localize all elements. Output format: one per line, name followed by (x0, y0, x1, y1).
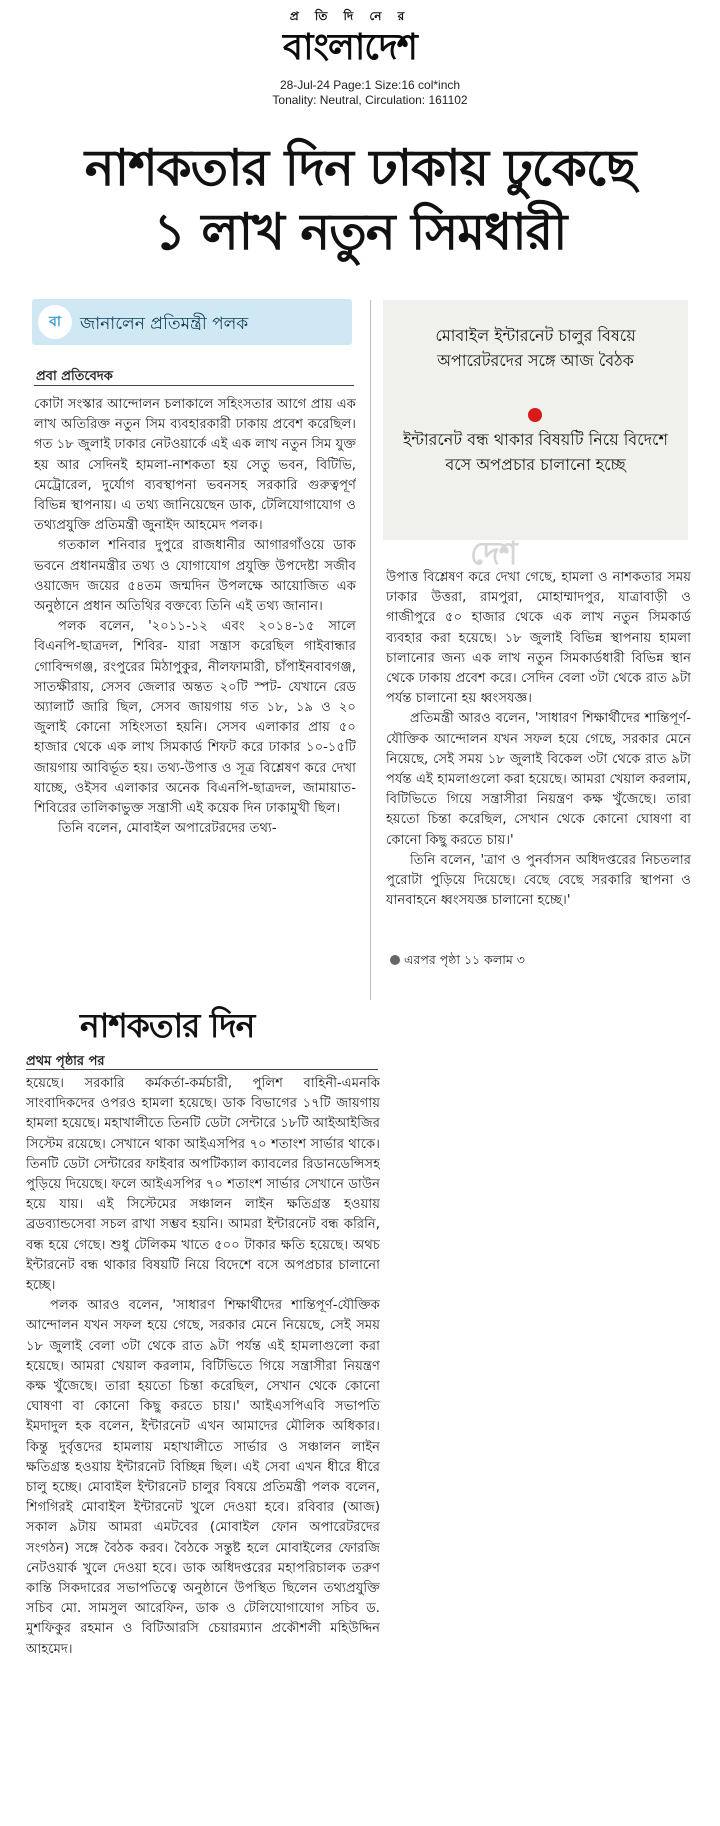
main-headline (30, 136, 690, 264)
masthead (200, 8, 500, 68)
meta-line-1: 28-Jul-24 Page:1 Size:16 col*inch (279, 78, 461, 92)
byline-divider (34, 385, 354, 386)
masthead-tagline: প্র তি দি নে র (289, 9, 411, 23)
left-paragraph-3: পলক বলেন, '২০১১-১২ এবং ২০১৪-১৫ সালে বিএনপি-ছাত্রদল, শিবির- যারা সন্ত্রাস করেছিল গাইবান্ধার গোবিন্দগঞ্জ, রংপুরের মিঠাপুকুর, নীলফামারী, চাঁপাইনবাবগঞ্জ, সাতক্ষীরায়, সেসব জেলার অন্তত ২০টি স্পট- যেখানে রেড অ্যালার্ট জারি ছিল, সেসব জায়গায় গত ১৮, ১৯ ও ২০ জুলাই কোনো সহিংসতা হয়নি। সেসব এলাকার প্রায় ৫০ হাজার থেকে এক লাখ সিমকার্ড শিফট করে ঢাকার ১০-১৫টি জায়গায় আবির্ভূত হয়। তথ্য-উপাত্ত ও সূত্র বিশ্লেষণ করে দেখা যাচ্ছে, ওইসব এলাকার অনেক বিএনপি-ছাত্রদল, জামায়াত-শিবিরের তালিকাভুক্ত সন্ত্রাসী এই কয়েক দিন ঢাকামুখী ছিল। (34, 619, 356, 817)
left-paragraph-4: তিনি বলেন, মোবাইল অপারেটরদের তথ্য- (58, 821, 277, 837)
continuation-paragraph-1: হয়েছে। সরকারি কর্মকর্তা-কর্মচারী, পুলিশ বাহিনী-এমনকি সাংবাদিকদের ওপরও হামলা হয়েছে। ডাক বিভাগের ১৭টি জায়গায় হামলা হয়েছে। মহাখালীতে তিনটি ডেটা সেন্টারে ১৮টি আইআইজির সিস্টেম রয়েছে। সেখানে থাকা আইএসপির ৭০ শতাংশ সার্ভার থাকে। তিনটি ডেটা সেন্টারের ফাইবার অপটিক্যাল ক্যাবলের রিডানডেন্সিসহ পুড়িয়ে দিয়েছে। ফলে আইএসপির ৭০ শতাংশ সার্ভার সেখানে ডাউন হয়ে যায়। এই সিস্টেমের সঞ্চালন লাইন ক্ষতিগ্রস্ত হওয়ায় ব্রডব্যান্ডসেবা সচল রাখা সম্ভব হয়নি। আমরা ইন্টারনেট বন্ধ করিনি, বন্ধ হয়ে গেছে। শুধু টেলিকম খাতে ৫০০ টাকার ক্ষতি হয়েছে। অথচ ইন্টারনেট বন্ধ থাকার বিষয়টি নিয়ে বিদেশে বসে অপপ্রচার চালানো হচ্ছে। (26, 1076, 380, 1294)
right-paragraph-3: তিনি বলেন, 'ত্রাণ ও পুনর্বাসন অধিদপ্তরের নিচতলার পুরোটা পুড়িয়ে দিয়েছে। বেছে বেছে সরকারি স্থাপনা ও যানবাহনে ধ্বংসযজ্ঞ চালানো হচ্ছে।' (386, 852, 691, 909)
highlight-text-1: মোবাইল ইন্টারনেট চালুর বিষয়ে অপারেটরদের সঙ্গে আজ বৈঠক (435, 326, 636, 370)
continuation-paragraph-2: পলক আরও বলেন, 'সাধারণ শিক্ষার্থীদের শান্তিপূর্ণ-যৌক্তিক আন্দোলন যখন সফল হয়ে গেছে, সরকার মেনে নিয়েছে, সেই সময় ১৮ জুলাই বেলা ৩টা থেকে রাত ৯টা পর্যন্ত এই হামলাগুলো করা হয়েছে। আমরা খেয়াল করলাম, বিটিভিতে গিয়ে সন্ত্রাসীরা নিয়ন্ত্রণ কক্ষ খুঁজেছে। তারা হয়তো চিন্তা করেছিল, সেখান থেকে কোনো ঘোষণা বা কোনো কিছু করতে চায়।' আইএসপিএবি সভাপতি ইমদাদুল হক বলেন, ইন্টারনেট এখন আমাদের মৌলিক অধিকার। কিন্তু দুর্বৃত্তদের হামলায় মহাখালীতে সার্ভার ও সঞ্চালন লাইন ক্ষতিগ্রস্ত হওয়ায় ইন্টারনেট বিচ্ছিন্ন ছিল। এই সেবা এখন ধীরে ধীরে চালু হচ্ছে। মোবাইল ইন্টারনেট চালুর বিষয়ে প্রতিমন্ত্রী পলক বলেন, শিগগিরই মোবাইল ইন্টারনেট খুলে দেওয়া হবে। রবিবার (আজ) সকাল ৯টায় আমরা এমটবের (মোবাইল ফোন অপারেটরদের সংগঠন) সঙ্গে বৈঠক করব। বৈঠকে সন্তুষ্ট হলে মোবাইলের ফোরজি নেটওয়ার্ক খুলে দেওয়া হবে। ডাক অধিদপ্তরের মহাপরিচালক তরুণ কান্তি সিকদারের সভাপতিত্বে অনুষ্ঠানে উপস্থিত ছিলেন তথ্যপ্রযুক্তি সচিব মো. সামসুল আরেফিন, ডাক ও টেলিযোগাযোগ সচিব ড. মুশফিকুর রহমান ও বিটিআরসি চেয়ারম্যান প্রকৌশলী মহিউদ্দিন আহমেদ। (26, 1298, 380, 1657)
masthead-logo: বাংলাদেশ (283, 27, 417, 68)
right-paragraph-2: প্রতিমন্ত্রী আরও বলেন, 'সাধারণ শিক্ষার্থীদের শান্তিপূর্ণ-যৌক্তিক আন্দোলন যখন সফল হয়ে গেছে, সরকার মেনে নিয়েছে, সেই সময় ১৮ জুলাই বিকেল ৩টা থেকে রাত ৯টা পর্যন্ত এই হামলাগুলো করা হয়েছে। আমরা খেয়াল করলাম, বিটিভিতে গিয়ে সন্ত্রাসীরা নিয়ন্ত্রণ কক্ষ খুঁজেছে। তারা হয়তো চিন্তা করেছিল, সেখান থেকে কোনো ঘোষণা বা কোনো কিছু করতে চায়।' (386, 711, 691, 848)
continuation-divider (26, 1069, 378, 1070)
bullet-icon (390, 955, 400, 965)
right-paragraph-1: উপাত্ত বিশ্লেষণ করে দেখা গেছে, হামলা ও নাশকতার সময় ঢাকার উত্তরা, রামপুরা, মোহাম্মাদপুর, যাত্রাবাড়ী ও গাজীপুরে ৫০ হাজার থেকে এক লাখ নতুন সিমকার্ড ব্যবহার করা হয়েছে। ১৮ জুলাই বিভিন্ন স্থাপনায় হামলা চালানোর জন্য এক লাখ নতুন সিমকার্ডধারী বিভিন্ন স্থান থেকে ঢাকায় প্রবেশ করে। সেদিন বেলা ৩টা থেকে রাত ৯টা পর্যন্ত চালানো হয় ধ্বংসযজ্ঞ। (386, 570, 691, 707)
article-left-column (34, 395, 356, 995)
continued-on-text: এরপর পৃষ্ঠা ১১ কলাম ৩ (404, 952, 525, 967)
red-bullet-icon (528, 408, 542, 422)
headline-line-1: নাশকতার দিন ঢাকায় ঢুকেছে (84, 139, 636, 197)
column-divider (370, 300, 371, 1000)
byline: প্রবা প্রতিবেদক (36, 369, 113, 384)
continuation-label: প্রথম পৃষ্ঠার পর (26, 1054, 105, 1069)
continuation-column (26, 1074, 380, 1814)
clipping-meta (200, 78, 540, 108)
left-paragraph-1: কোটা সংস্কার আন্দোলন চলাকালে সহিংসতার আগে প্রায় এক লাখ অতিরিক্ত নতুন সিম ব্যবহারকারী ঢাকায় প্রবেশ করেছিল। গত ১৮ জুলাই ঢাকার নেটওয়ার্কে এই এক লাখ নতুন সিম যুক্ত হয় আর সেদিনই হামলা-নাশকতা হয় সেতু ভবন, বিটিভি, মেট্রোরেল, দুর্যোগ ব্যবস্থাপনা ভবনসহ সরকারি গুরুত্বপূর্ণ বিভিন্ন স্থাপনায়। এ তথ্য জানিয়েছেন ডাক, টেলিযোগাযোগ ও তথ্যপ্রযুক্তি প্রতিমন্ত্রী জুনাইদ আহমেদ পলক। (34, 397, 356, 534)
continuation-headline: নাশকতার দিন (80, 1006, 255, 1045)
article-right-column (386, 568, 691, 978)
highlight-text-2: ইন্টারনেট বন্ধ থাকার বিষয়টি নিয়ে বিদেশে বসে অপপ্রচার চালানো হচ্ছে (403, 430, 668, 474)
headline-line-2: ১ লাখ নতুন সিমধারী (153, 203, 567, 261)
highlight-box (383, 300, 688, 540)
continued-on-note (390, 952, 525, 972)
bangladesh-pratidin-logo-icon: বা (38, 305, 72, 339)
subheading-bar (32, 299, 352, 345)
left-paragraph-2: গতকাল শনিবার দুপুরে রাজধানীর আগারগাঁওয়ে ডাক ভবনে প্রধানমন্ত্রীর তথ্য ও যোগাযোগ প্রযুক্তি উপদেষ্টা সজীব ওয়াজেদ জয়ের ৫৪তম জন্মদিন উপলক্ষে আয়োজিত এক অনুষ্ঠানে প্রধান অতিথির বক্তব্যে তিনি এই তথ্য জানান। (34, 538, 356, 615)
watermark: দেশ (470, 534, 517, 572)
subheading-text: জানালেন প্রতিমন্ত্রী পলক (80, 314, 249, 334)
meta-line-2: Tonality: Neutral, Circulation: 161102 (272, 93, 468, 107)
